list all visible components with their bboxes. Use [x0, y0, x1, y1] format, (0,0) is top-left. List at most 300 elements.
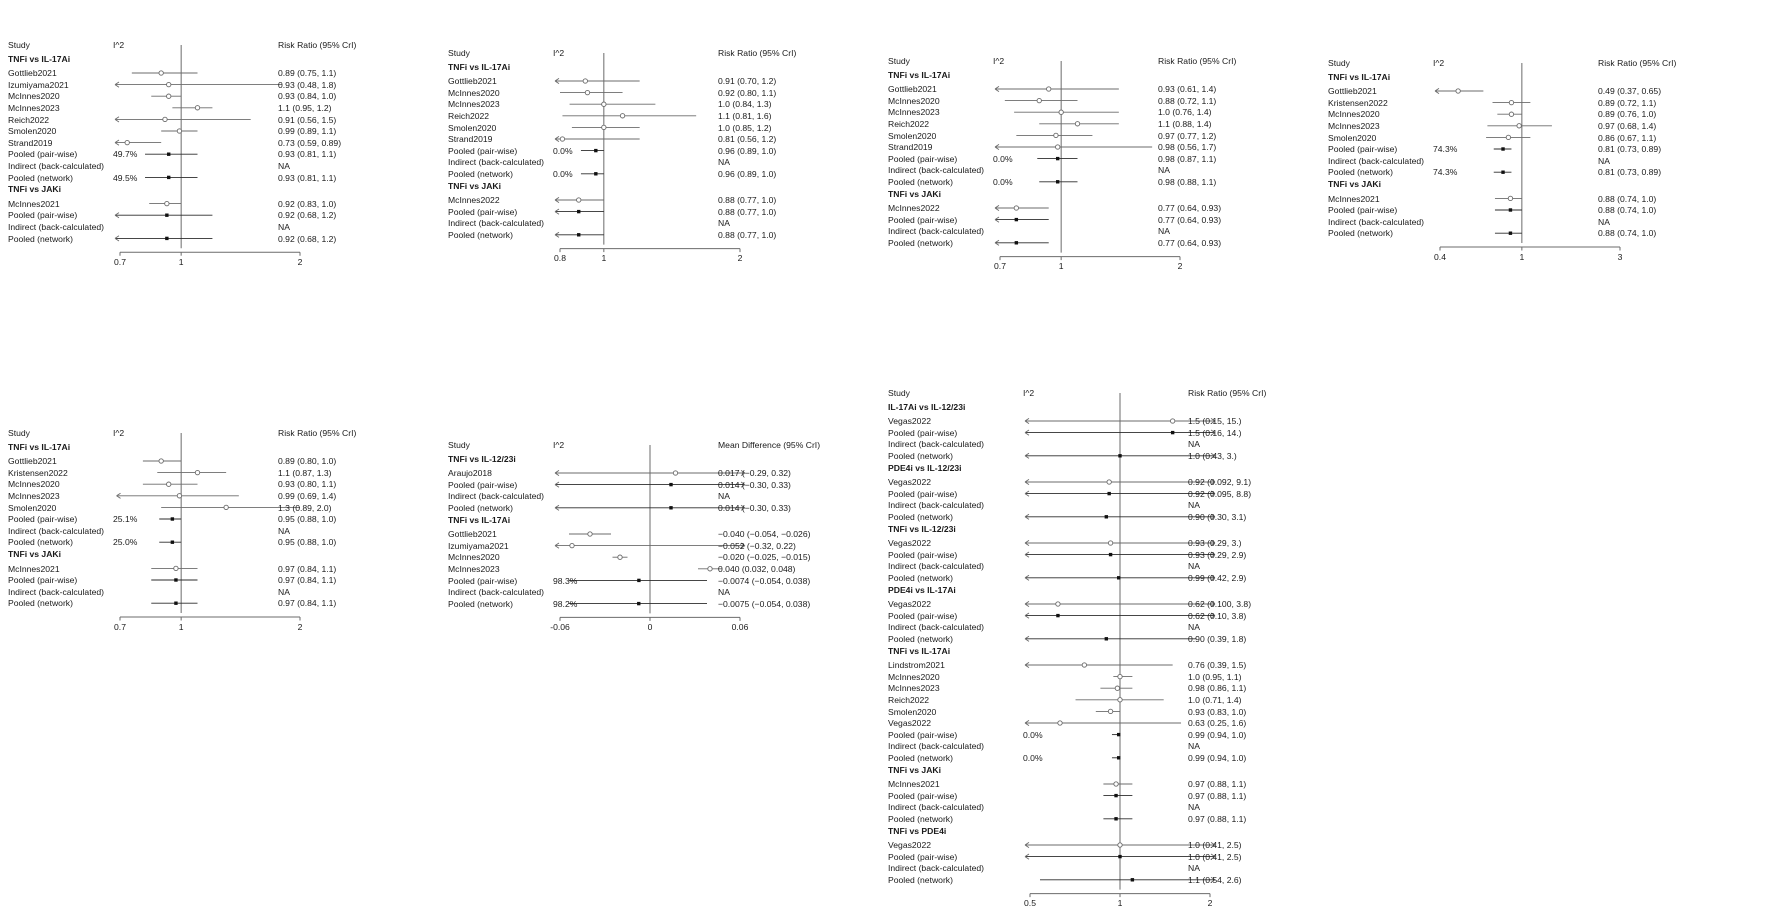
row-effect-value: NA [1158, 165, 1170, 176]
row-study-label: Pooled (pair-wise) [888, 153, 958, 164]
group-title-row [888, 585, 1338, 597]
row-study-label: Smolen2020 [8, 126, 57, 137]
table-row [448, 207, 868, 219]
group-title: TNFi vs IL-17Ai [8, 53, 71, 64]
row-effect-value: 1.5 (0.15, 15.) [1188, 416, 1242, 427]
table-row [8, 149, 428, 161]
table-row [888, 439, 1338, 451]
row-effect-value: 0.89 (0.80, 1.0) [278, 456, 337, 467]
row-effect-value: NA [278, 586, 290, 597]
table-row [888, 753, 1338, 765]
table-row [8, 138, 428, 150]
panel-d-table [1328, 58, 1748, 260]
column-header-effect: Risk Ratio (95% CrI) [718, 48, 797, 58]
row-study-label: Indirect (back-calculated) [888, 863, 985, 874]
row-study-label: McInnes2020 [888, 95, 940, 106]
row-effect-value: 0.88 (0.77, 1.0) [718, 230, 777, 240]
row-study-label: Vegas2022 [888, 416, 932, 427]
row-effect-value: 0.99 (0.94, 1.0) [1188, 753, 1247, 763]
row-study-label: Pooled (pair-wise) [888, 790, 958, 801]
row-effect-value: 0.81 (0.73, 0.89) [1598, 144, 1662, 155]
row-study-label: Pooled (pair-wise) [8, 149, 78, 160]
table-row [8, 468, 428, 480]
group-title: TNFi vs IL-17Ai [888, 645, 951, 656]
row-study-label: McInnes2020 [8, 479, 60, 490]
row-study-label: McInnes2023 [448, 99, 500, 110]
row-study-label: Pooled (pair-wise) [888, 851, 958, 862]
row-study-label: McInnes2021 [1328, 193, 1380, 204]
row-study-label: Gottlieb2021 [448, 529, 497, 540]
table-row [448, 99, 868, 111]
table-row [448, 491, 868, 503]
row-study-label: Araujo2018 [448, 468, 492, 479]
row-effect-value: 0.89 (0.72, 1.1) [1598, 97, 1657, 108]
row-study-label: Pooled (network) [888, 753, 953, 763]
row-effect-value: NA [1188, 439, 1200, 450]
table-row [888, 131, 1308, 143]
table-row [448, 468, 868, 480]
table-header-row [888, 56, 1308, 68]
panel-c-table [888, 56, 1308, 270]
column-header-effect: Risk Ratio (95% CrI) [1158, 56, 1237, 66]
column-header-i2: I^2 [1433, 58, 1445, 68]
row-i2-value: 74.3% [1433, 167, 1458, 178]
table-row [888, 634, 1338, 646]
table-row [888, 489, 1338, 501]
row-study-label: Reich2022 [448, 111, 490, 121]
table-row [888, 573, 1338, 585]
panel-a-table [8, 40, 428, 265]
row-effect-value: 0.81 (0.73, 0.89) [1598, 167, 1662, 178]
table-row [888, 203, 1308, 215]
row-effect-value: 0.77 (0.64, 0.93) [1158, 214, 1222, 225]
table-row [888, 672, 1338, 684]
row-study-label: Indirect (back-calculated) [888, 802, 985, 813]
x-axis-tick-label: 2 [1207, 898, 1213, 908]
table-row [448, 480, 868, 492]
column-header-effect: Risk Ratio (95% CrI) [1598, 58, 1677, 68]
table-row [8, 161, 428, 173]
table-row [888, 718, 1338, 730]
row-study-label: Vegas2022 [888, 538, 932, 549]
table-row [8, 103, 428, 115]
row-effect-value: 0.93 (0.29, 3.) [1188, 538, 1242, 549]
row-study-label: Indirect (back-calculated) [1328, 216, 1425, 227]
group-title: TNFi vs JAKi [448, 180, 502, 191]
group-title: TNFi vs JAKi [888, 764, 942, 775]
panel-b-table [448, 48, 868, 262]
row-effect-value: 0.49 (0.37, 0.65) [1598, 86, 1662, 97]
row-study-label: Vegas2022 [888, 840, 932, 851]
row-study-label: Reich2022 [8, 114, 50, 125]
row-effect-value: 0.93 (0.48, 1.8) [278, 79, 337, 90]
row-i2-value: 0.0% [553, 145, 573, 156]
row-study-label: Pooled (pair-wise) [888, 549, 958, 560]
row-study-label: Pooled (pair-wise) [888, 729, 958, 740]
x-axis-tick-label: -0.06 [550, 621, 570, 632]
table-row [1328, 167, 1748, 179]
table-row [8, 115, 428, 127]
panel-f-table [448, 440, 868, 630]
table-row [448, 230, 868, 242]
row-study-label: Indirect (back-calculated) [888, 561, 985, 572]
row-effect-value: 0.97 (0.84, 1.1) [278, 563, 337, 574]
table-row [8, 173, 428, 185]
table-row [888, 215, 1308, 227]
row-study-label: Smolen2020 [1328, 132, 1377, 143]
row-study-label: Pooled (network) [888, 573, 953, 583]
row-effect-value: 1.0 (0.41, 2.5) [1188, 840, 1242, 851]
row-effect-value: 0.77 (0.64, 0.93) [1158, 203, 1222, 214]
table-row [888, 660, 1338, 672]
row-study-label: McInnes2022 [448, 195, 500, 206]
row-effect-value: 0.93 (0.81, 1.1) [278, 149, 337, 160]
row-effect-value: 0.63 (0.25, 1.6) [1188, 718, 1247, 729]
row-study-label: Pooled (network) [888, 814, 953, 824]
row-effect-value: −0.020 (−0.025, −0.015) [718, 552, 811, 563]
row-study-label: Izumiyama2021 [448, 540, 509, 551]
row-effect-value: NA [278, 161, 290, 171]
row-effect-value: 0.90 (0.39, 1.8) [1188, 634, 1247, 644]
x-axis-tick-label: 1 [1117, 898, 1123, 908]
column-header-study: Study [448, 440, 470, 450]
group-title-row [888, 826, 1338, 838]
table-row [888, 695, 1338, 707]
table-row [888, 142, 1308, 154]
table-row [448, 123, 868, 135]
table-row [448, 146, 868, 158]
row-effect-value: 0.89 (0.75, 1.1) [278, 68, 337, 79]
row-study-label: Pooled (pair-wise) [888, 488, 958, 499]
row-study-label: Pooled (pair-wise) [448, 206, 518, 217]
row-effect-value: 1.0 (0.41, 2.5) [1188, 851, 1242, 862]
row-study-label: Pooled (network) [448, 598, 513, 609]
row-effect-value: 1.0 (0.71, 1.4) [1188, 695, 1242, 705]
row-study-label: McInnes2021 [8, 198, 60, 209]
row-effect-value: 0.91 (0.70, 1.2) [718, 76, 777, 87]
row-effect-value: 0.97 (0.88, 1.1) [1188, 814, 1247, 824]
row-effect-value: 0.95 (0.88, 1.0) [278, 514, 337, 525]
group-title-row [448, 181, 868, 193]
row-effect-value: 0.96 (0.89, 1.0) [718, 145, 777, 156]
table-row [888, 875, 1338, 887]
row-study-label: Pooled (pair-wise) [8, 575, 78, 586]
table-row [1328, 156, 1748, 168]
table-row [888, 119, 1308, 131]
row-study-label: Pooled (pair-wise) [448, 575, 518, 586]
table-header-row [448, 440, 868, 452]
table-row [8, 234, 428, 246]
row-effect-value: 0.81 (0.56, 1.2) [718, 134, 777, 145]
row-effect-value: 0.97 (0.88, 1.1) [1188, 790, 1247, 801]
x-axis-tick-label: 2 [1177, 261, 1183, 272]
column-header-study: Study [888, 56, 910, 66]
table-row [8, 503, 428, 515]
table-row [888, 741, 1338, 753]
column-header-i2: I^2 [1023, 388, 1035, 398]
row-effect-value: 0.97 (0.77, 1.2) [1158, 130, 1217, 141]
group-title-row [8, 549, 428, 561]
table-row [888, 416, 1338, 428]
table-row [448, 134, 868, 146]
table-row [1328, 109, 1748, 121]
row-effect-value: 0.77 (0.64, 0.93) [1158, 238, 1222, 248]
x-axis-tick-label: 2 [737, 253, 743, 264]
row-effect-value: 0.98 (0.56, 1.7) [1158, 142, 1217, 153]
group-title: TNFi vs JAKi [888, 188, 942, 199]
row-effect-value: 1.0 (0.85, 1.2) [718, 122, 772, 133]
row-study-label: McInnes2020 [448, 87, 500, 98]
row-i2-value: 98.3% [553, 575, 578, 586]
row-study-label: Pooled (network) [888, 238, 953, 248]
row-study-label: Gottlieb2021 [448, 76, 497, 87]
row-effect-value: 0.88 (0.74, 1.0) [1598, 228, 1657, 239]
table-row [888, 500, 1338, 512]
table-row [448, 599, 868, 611]
table-row [8, 210, 428, 222]
row-effect-value: NA [1188, 622, 1200, 633]
row-study-label: Gottlieb2021 [8, 68, 57, 79]
row-i2-value: 0.0% [1023, 729, 1043, 740]
row-effect-value: 0.93 (0.80, 1.1) [278, 479, 337, 490]
row-i2-value: 49.5% [113, 172, 138, 183]
row-study-label: Pooled (pair-wise) [1328, 205, 1398, 216]
row-study-label: Pooled (network) [8, 598, 73, 609]
row-effect-value: NA [718, 587, 730, 598]
table-row [1328, 86, 1748, 98]
row-i2-value: 25.0% [113, 537, 138, 548]
group-title: PDE4i vs IL-12/23i [888, 462, 962, 473]
table-row [888, 683, 1338, 695]
row-effect-value: 0.97 (0.84, 1.1) [278, 598, 337, 609]
table-row [8, 68, 428, 80]
table-row [8, 80, 428, 92]
table-row [448, 503, 868, 515]
row-effect-value: 1.1 (0.54, 2.6) [1188, 875, 1242, 885]
row-study-label: Indirect (back-calculated) [448, 157, 545, 168]
group-title-row [888, 463, 1338, 475]
row-effect-value: 0.98 (0.86, 1.1) [1188, 683, 1247, 694]
row-effect-value: 0.92 (0.095, 8.8) [1188, 488, 1252, 499]
group-title-row [888, 765, 1338, 777]
column-header-i2: I^2 [113, 428, 125, 438]
column-header-i2: I^2 [993, 56, 1005, 66]
row-study-label: McInnes2020 [448, 552, 500, 563]
row-effect-value: 0.97 (0.84, 1.1) [278, 575, 337, 586]
row-study-label: Smolen2020 [8, 502, 57, 513]
x-axis-tick-label: 0.5 [1024, 898, 1036, 908]
row-study-label: McInnes2023 [1328, 121, 1380, 131]
row-study-label: Indirect (back-calculated) [448, 491, 545, 502]
row-study-label: Pooled (network) [888, 177, 953, 187]
row-study-label: Vegas2022 [888, 477, 932, 488]
table-row [8, 514, 428, 526]
table-row [448, 195, 868, 207]
row-study-label: Strand2019 [8, 137, 53, 148]
column-header-study: Study [448, 48, 470, 58]
row-study-label: Smolen2020 [888, 706, 937, 717]
row-effect-value: NA [1188, 500, 1200, 511]
x-axis-tick-label: 0.4 [1434, 251, 1446, 262]
group-title: TNFi vs IL-17Ai [1328, 71, 1391, 82]
row-study-label: Strand2019 [888, 142, 933, 153]
table-row [888, 802, 1338, 814]
row-study-label: Pooled (network) [888, 451, 953, 461]
table-row [8, 222, 428, 234]
row-study-label: Gottlieb2021 [8, 456, 57, 467]
table-row [888, 611, 1338, 623]
group-title: TNFi vs JAKi [8, 549, 62, 559]
x-axis-tick-label: 1 [178, 256, 184, 267]
row-effect-value: 0.62 (0.100, 3.8) [1188, 599, 1252, 610]
row-study-label: McInnes2022 [888, 203, 940, 214]
table-row [448, 576, 868, 588]
row-study-label: Gottlieb2021 [1328, 86, 1377, 97]
x-axis-tick-label: 0 [647, 621, 653, 632]
table-row [8, 91, 428, 103]
row-effect-value: NA [1188, 863, 1200, 874]
row-effect-value: 0.90 (0.30, 3.1) [1188, 512, 1247, 522]
table-row [888, 177, 1308, 189]
row-effect-value: 0.76 (0.39, 1.5) [1188, 660, 1247, 671]
table-row [888, 538, 1338, 550]
table-row [888, 84, 1308, 96]
row-effect-value: 0.99 (0.89, 1.1) [278, 126, 337, 137]
x-axis-tick-label: 0.8 [554, 253, 566, 264]
row-effect-value: 0.99 (0.94, 1.0) [1188, 729, 1247, 740]
table-row [8, 491, 428, 503]
row-study-label: Pooled (network) [448, 503, 513, 513]
group-title-row [888, 402, 1338, 414]
group-title-row [888, 189, 1308, 201]
row-i2-value: 98.2% [553, 598, 578, 609]
row-effect-value: 1.0 (0.84, 1.3) [718, 99, 772, 110]
row-effect-value: NA [718, 157, 730, 168]
row-study-label: Pooled (pair-wise) [888, 214, 958, 225]
row-effect-value: −0.0074 (−0.054, 0.038) [718, 575, 811, 586]
table-row [888, 154, 1308, 166]
x-axis-tick-label: 0.06 [731, 621, 749, 632]
column-header-effect: Risk Ratio (95% CrI) [278, 40, 357, 50]
row-effect-value: 0.99 (0.69, 1.4) [278, 491, 337, 501]
row-study-label: Vegas2022 [888, 718, 932, 729]
row-effect-value: 1.1 (0.81, 1.6) [718, 111, 772, 121]
table-row [888, 791, 1338, 803]
row-effect-value: NA [718, 218, 730, 229]
x-axis-tick-label: 2 [297, 621, 303, 632]
row-study-label: McInnes2023 [8, 491, 60, 501]
table-row [448, 587, 868, 599]
row-effect-value: NA [1598, 216, 1610, 227]
x-axis-tick-label: 0.7 [114, 621, 126, 632]
row-study-label: Pooled (network) [8, 233, 73, 244]
table-row [888, 561, 1338, 573]
row-study-label: Indirect (back-calculated) [448, 218, 545, 229]
table-row [888, 852, 1338, 864]
row-effect-value: 0.88 (0.72, 1.1) [1158, 95, 1217, 106]
column-header-effect: Risk Ratio (95% CrI) [1188, 388, 1267, 398]
row-effect-value: 0.95 (0.88, 1.0) [278, 537, 337, 548]
table-row [888, 107, 1308, 119]
row-study-label: McInnes2020 [8, 91, 60, 102]
row-i2-value: 0.0% [993, 153, 1013, 164]
table-row [8, 564, 428, 576]
row-study-label: Indirect (back-calculated) [888, 500, 985, 511]
row-effect-value: 1.1 (0.95, 1.2) [278, 103, 332, 113]
row-study-label: Indirect (back-calculated) [8, 525, 105, 536]
row-i2-value: 74.3% [1433, 144, 1458, 155]
row-effect-value: 1.3 (0.89, 2.0) [278, 502, 332, 513]
x-axis-tick-label: 1 [178, 621, 184, 632]
table-row [888, 622, 1338, 634]
group-title: TNFi vs IL-12/23i [888, 523, 956, 534]
row-effect-value: 0.017 (−0.29, 0.32) [718, 468, 791, 479]
row-effect-value: 0.93 (0.29, 2.9) [1188, 549, 1247, 560]
group-title: TNFi vs IL-17Ai [888, 69, 951, 80]
group-title: TNFi vs PDE4i [888, 825, 947, 836]
row-study-label: Pooled (network) [1328, 167, 1393, 178]
row-effect-value: 0.88 (0.77, 1.0) [718, 206, 777, 217]
column-header-effect: Risk Ratio (95% CrI) [278, 428, 357, 438]
row-study-label: McInnes2021 [888, 779, 940, 790]
x-axis-tick-label: 0.7 [114, 256, 126, 267]
row-effect-value: 1.1 (0.87, 1.3) [278, 467, 332, 478]
group-title-row [1328, 72, 1748, 84]
row-i2-value: 0.0% [1023, 753, 1043, 763]
table-row [888, 599, 1338, 611]
group-title: TNFi vs IL-17Ai [448, 514, 511, 525]
column-header-effect: Mean Difference (95% CrI) [718, 440, 821, 450]
table-row [888, 238, 1308, 250]
row-study-label: Gottlieb2021 [888, 84, 937, 95]
row-study-label: Indirect (back-calculated) [8, 161, 105, 171]
row-study-label: Pooled (pair-wise) [8, 210, 78, 221]
table-header-row [8, 40, 428, 52]
row-effect-value: 1.1 (0.88, 1.4) [1158, 119, 1212, 129]
table-row [888, 814, 1338, 826]
table-row [1328, 133, 1748, 145]
table-row [8, 456, 428, 468]
row-effect-value: NA [1188, 741, 1200, 752]
row-study-label: Indirect (back-calculated) [1328, 155, 1425, 166]
row-effect-value: −0.052 (−0.32, 0.22) [718, 540, 796, 551]
table-row [448, 157, 868, 169]
column-header-study: Study [8, 40, 30, 50]
table-row [1328, 217, 1748, 229]
x-axis-tick-label: 0.7 [994, 261, 1006, 272]
panel-e-table [8, 428, 428, 630]
row-effect-value: 0.93 (0.61, 1.4) [1158, 84, 1217, 95]
row-study-label: Izumiyama2021 [8, 79, 69, 90]
group-title-row [8, 442, 428, 454]
table-header-row [888, 388, 1338, 400]
row-effect-value: NA [1188, 802, 1200, 813]
row-i2-value: 49.7% [113, 149, 138, 160]
x-axis-tick-label: 3 [1617, 251, 1623, 262]
row-study-label: McInnes2021 [8, 563, 60, 574]
row-study-label: Pooled (network) [888, 512, 953, 522]
row-study-label: Pooled (pair-wise) [448, 479, 518, 490]
table-row [888, 730, 1338, 742]
table-row [1328, 205, 1748, 217]
table-row [448, 169, 868, 181]
table-row [448, 218, 868, 230]
group-title: TNFi vs JAKi [1328, 179, 1382, 189]
table-row [888, 96, 1308, 108]
table-header-row [1328, 58, 1748, 70]
row-effect-value: 0.93 (0.81, 1.1) [278, 172, 337, 183]
row-effect-value: 0.93 (0.83, 1.0) [1188, 706, 1247, 717]
